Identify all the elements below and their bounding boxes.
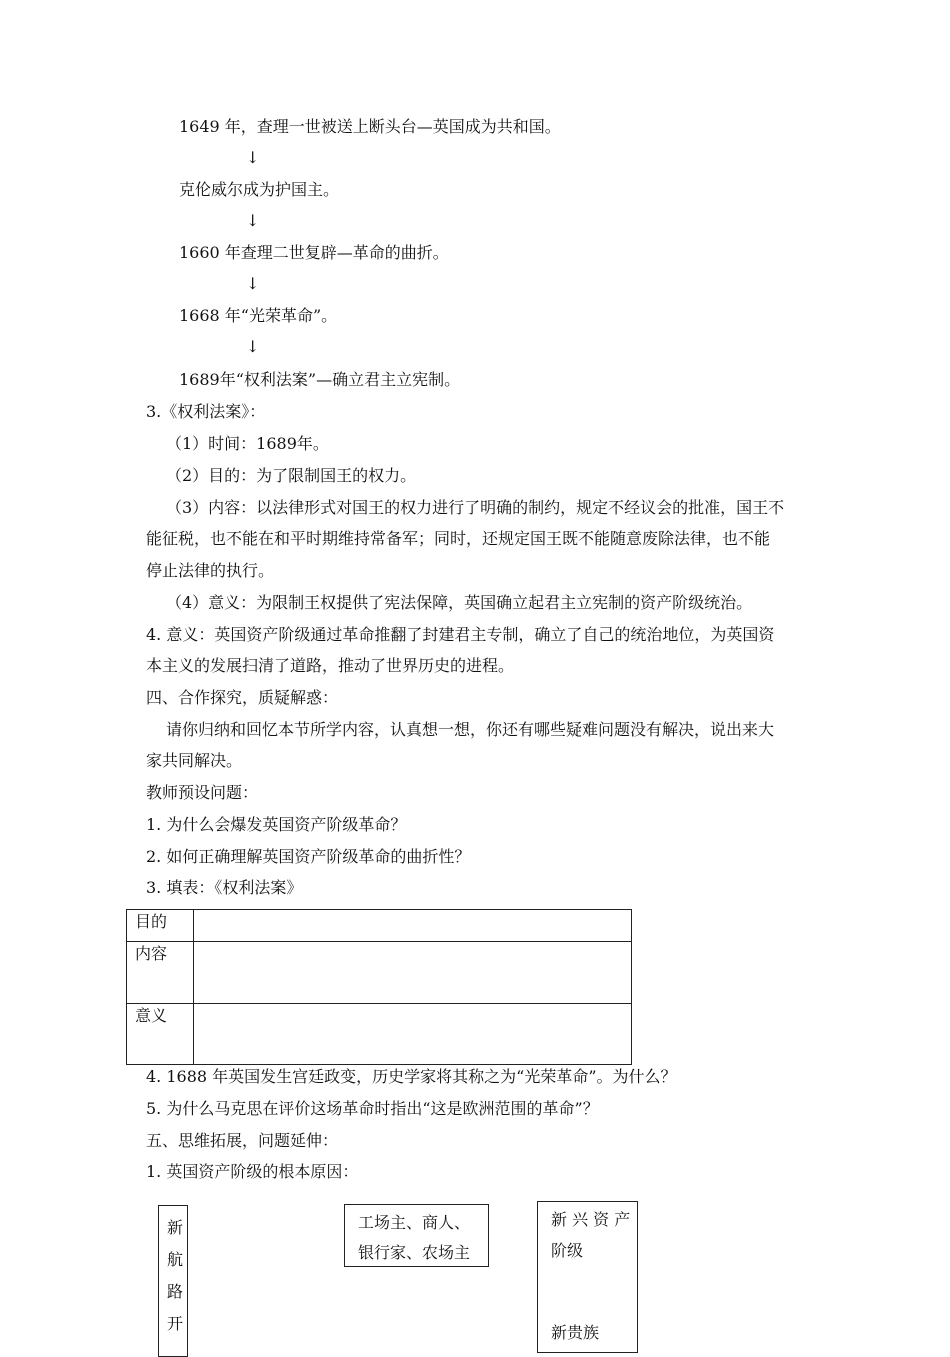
bill-heading: 3.《权利法案》： [146, 402, 266, 421]
section4-intro: 家共同解决。 [146, 751, 243, 770]
meaning-line: 4. 意义：英国资产阶级通过革命推翻了封建君主专制，确立了自己的统治地位，为英国资 [146, 625, 775, 644]
table-label-significance: 意义 [127, 1004, 194, 1065]
cause-box-right [537, 1201, 638, 1353]
flow-step-5: 1689年“权利法案”—确立君主立宪制。 [179, 370, 461, 389]
teacher-questions-label: 教师预设问题： [146, 783, 259, 802]
question-5: 5. 为什么马克思在评价这场革命时指出“这是欧洲范围的革命”？ [146, 1099, 599, 1118]
bill-significance: （4）意义：为限制王权提供了宪法保障，英国确立起君主立宪制的资产阶级统治。 [166, 593, 753, 612]
bill-content-line: （3）内容：以法律形式对国王的权力进行了明确的制约，规定不经议会的批准，国王不 [166, 498, 785, 517]
box-middle-line: 工场主、商人、 [358, 1213, 471, 1232]
section4-intro: 请你归纳和回忆本节所学内容，认真想一想，你还有哪些疑难问题没有解决，说出来大 [166, 720, 775, 739]
table-cell-purpose[interactable] [194, 910, 632, 942]
bill-content-line: 停止法律的执行。 [146, 561, 275, 580]
table-label-purpose: 目的 [127, 910, 194, 942]
down-arrow-icon: ↓ [246, 274, 260, 293]
box-left-char: 航 [167, 1250, 184, 1269]
question-3: 3. 填表：《权利法案》 [146, 878, 303, 897]
box-right-line: 阶级 [551, 1241, 584, 1260]
box-left-char: 开 [167, 1314, 184, 1333]
box-middle-line: 银行家、农场主 [358, 1243, 471, 1262]
box-left-char: 新 [167, 1218, 184, 1237]
table-label-content: 内容 [127, 942, 194, 1004]
question-1: 1. 为什么会爆发英国资产阶级革命？ [146, 815, 407, 834]
question-2: 2. 如何正确理解英国资产阶级革命的曲折性？ [146, 847, 471, 866]
flow-step-4: 1668 年“光荣革命”。 [179, 306, 338, 325]
bill-content-line: 能征税，也不能在和平时期维持常备军；同时，还规定国王既不能随意废除法律，也不能 [146, 529, 771, 548]
meaning-line: 本主义的发展扫清了道路，推动了世界历史的进程。 [146, 656, 515, 675]
bill-fill-table [126, 909, 632, 1065]
bill-time: （1）时间：1689年。 [166, 434, 329, 453]
flow-step-2: 克伦威尔成为护国主。 [179, 180, 340, 199]
box-left-char: 路 [167, 1282, 184, 1301]
flow-step-3: 1660 年查理二世复辟—革命的曲折。 [179, 243, 449, 262]
question-4: 4. 1688 年英国发生宫廷政变，历史学家将其称之为“光荣革命”。为什么？ [146, 1067, 677, 1086]
section4-heading: 四、合作探究，质疑解惑： [146, 688, 339, 707]
down-arrow-icon: ↓ [246, 337, 260, 356]
section5-heading: 五、思维拓展，问题延伸： [146, 1131, 339, 1150]
box-right-line: 新 兴 资 产 [551, 1210, 631, 1229]
down-arrow-icon: ↓ [246, 148, 260, 167]
table-cell-significance[interactable] [194, 1004, 632, 1065]
cause-box-middle [344, 1204, 489, 1267]
table-cell-content[interactable] [194, 942, 632, 1004]
section5-question-1: 1. 英国资产阶级的根本原因： [146, 1162, 359, 1181]
down-arrow-icon: ↓ [246, 211, 260, 230]
bill-purpose: （2）目的：为了限制国王的权力。 [166, 466, 417, 485]
flow-step-1: 1649 年，查理一世被送上断头台—英国成为共和国。 [179, 117, 561, 136]
cause-box-left [158, 1205, 188, 1357]
box-right-line: 新贵族 [551, 1323, 600, 1342]
